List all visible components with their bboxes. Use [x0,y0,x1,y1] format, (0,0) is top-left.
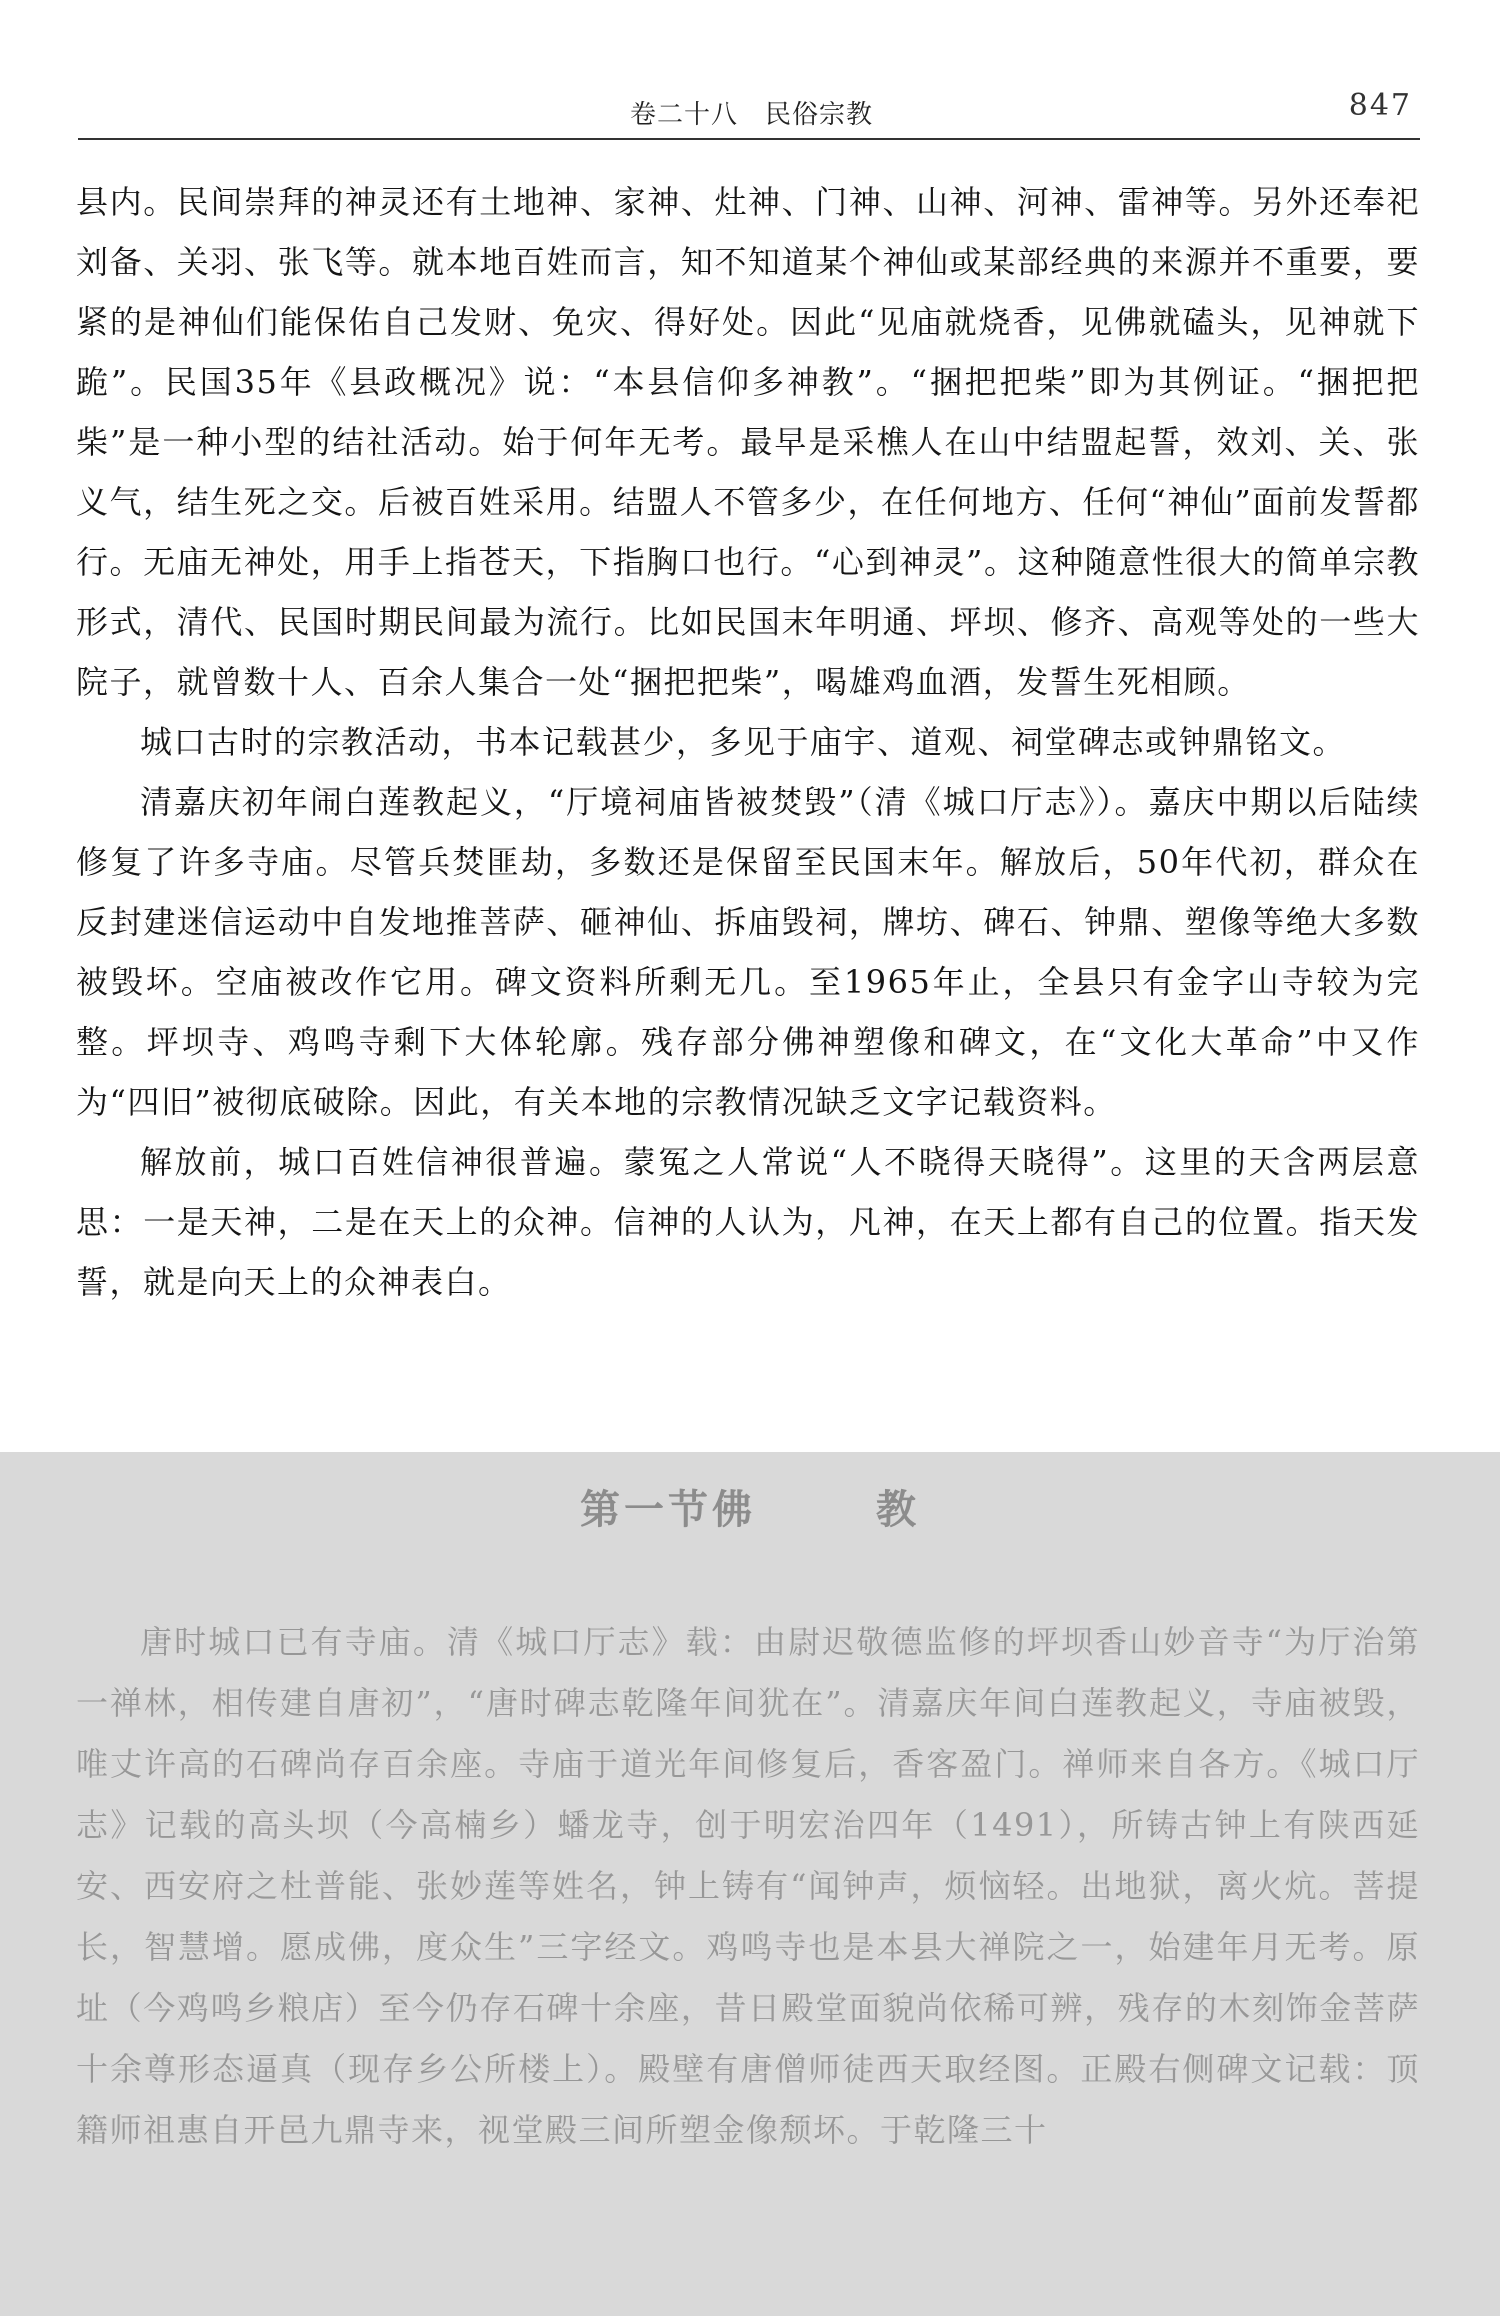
header-rule [78,138,1420,140]
body-text [76,172,1420,1312]
section-title [0,1478,1500,1535]
section-body-text [76,1612,1420,2161]
running-title: 卷二十八 民俗宗教 [630,100,874,130]
page-number: 847 [1348,88,1412,123]
paragraph: 城口古时的宗教活动，书本记载甚少，多见于庙宇、道观、祠堂碑志或钟鼎铭文。 [140,723,1347,761]
section-title-char: 教 [876,1486,920,1533]
paragraph: 解放前，城口百姓信神很普遍。蒙冤之人常说“人不晓得天晓得”。这里的天含两层意思：一是天神，二是在天上的众神。信神的人认为，凡神，在天上都有自己的位置。指天发誓，就是向天上的众神表白。 [76,1143,1420,1301]
paragraph-continued: 县内。民间崇拜的神灵还有土地神、家神、灶神、门神、山神、河神、雷神等。另外还奉祀刘备、关羽、张飞等。就本地百姓而言，知不知道某个神仙或某部经典的来源并不重要，要紧的是神仙们能保佑自己发财、免灾、得好处。因此“见庙就烧香，见佛就磕头，见神就下跪”。民国35年《县政概况》说：“本县信仰多神教”。“捆把把柴”即为其例证。“捆把把柴”是一种小型的结社活动。始于何年无考。最早是采樵人在山中结盟起誓，效刘、关、张义气，结生死之交。后被百姓采用。结盟人不管多少，在任何地方、任何“神仙”面前发誓都行。无庙无神处，用手上指苍天，下指胸口也行。“心到神灵”。这种随意性很大的简单宗教形式，清代、民国时期民间最为流行。比如民国末年明通、坪坝、修齐、高观等处的一些大院子，就曾数十人、百余人集合一处“捆把把柴”，喝雄鸡血酒，发誓生死相顾。 [76,183,1420,701]
paragraph: 唐时城口已有寺庙。清《城口厅志》载：由尉迟敬德监修的坪坝香山妙音寺“为厅治第一禅林，相传建自唐初”，“唐时碑志乾隆年间犹在”。清嘉庆年间白莲教起义，寺庙被毁，唯丈许高的石碑尚存百余座。寺庙于道光年间修复后，香客盈门。禅师来自各方。《城口厅志》记载的高头坝（今高楠乡）蟠龙寺，创于明宏治四年（1491），所铸古钟上有陕西延安、西安府之杜普能、张妙莲等姓名，钟上铸有“闻钟声，烦恼轻。出地狱，离火炕。菩提长，智慧增。愿成佛，度众生”三字经文。鸡鸣寺也是本县大禅院之一，始建年月无考。原址（今鸡鸣乡粮店）至今仍存石碑十余座，昔日殿堂面貌尚依稀可辨，残存的木刻饰金菩萨十余尊形态逼真（现存乡公所楼上）。殿壁有唐僧师徒西天取经图。正殿右侧碑文记载：顶籍师祖惠自开邑九鼎寺来，视堂殿三间所塑金像颓坏。于乾隆三十 [76,1623,1420,2149]
paragraph: 清嘉庆初年闹白莲教起义，“厅境祠庙皆被焚毁”（清《城口厅志》）。嘉庆中期以后陆续修复了许多寺庙。尽管兵焚匪劫，多数还是保留至民国末年。解放后，50年代初，群众在反封建迷信运动中自发地推菩萨、砸神仙、拆庙毁祠，牌坊、碑石、钟鼎、塑像等绝大多数被毁坏。空庙被改作它用。碑文资料所剩无几。至1965年止，全县只有金字山寺较为完整。坪坝寺、鸡鸣寺剩下大体轮廓。残存部分佛神塑像和碑文，在“文化大革命”中又作为“四旧”被彻底破除。因此，有关本地的宗教情况缺乏文字记载资料。 [76,783,1420,1121]
section-title-char: 佛 [712,1486,756,1533]
section-title-number: 第一节 [580,1486,712,1533]
page-header [78,88,1420,140]
